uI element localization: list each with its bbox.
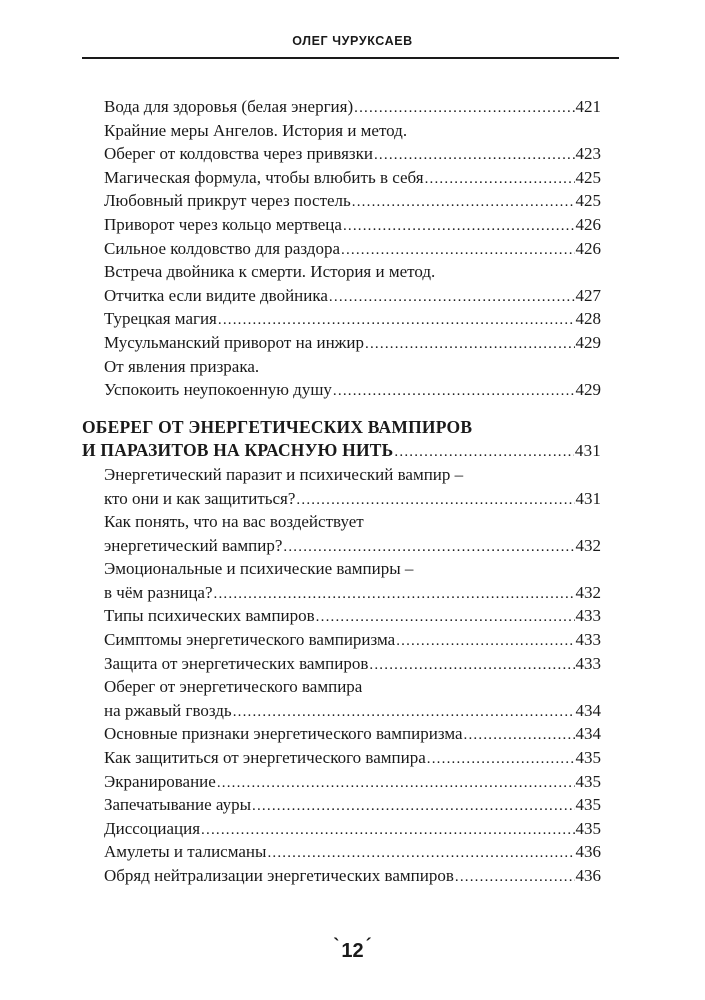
toc-entry-title: Основные признаки энергетического вампиризма	[104, 724, 463, 744]
toc-entry-title: Встреча двойника к смерти. История и метод.	[104, 262, 436, 282]
dot-leader	[296, 489, 574, 513]
toc-entry	[104, 534, 601, 558]
dot-leader	[267, 842, 574, 866]
toc-entry-title: Успокоить неупокоенную душу	[104, 380, 332, 400]
toc-entry-page: 425	[575, 191, 601, 211]
dot-leader	[369, 654, 574, 678]
toc-entry	[104, 378, 601, 402]
dot-leader	[214, 583, 575, 607]
toc-entry-page: 435	[575, 771, 601, 791]
dot-leader	[341, 239, 575, 263]
toc-entry	[104, 142, 601, 166]
toc-entry-title: Эмоциональные и психические вампиры –	[104, 559, 414, 579]
toc-entry-title: Обряд нейтрализации энергетических вампиров	[104, 866, 454, 885]
toc-entry-title: энергетический вампир?	[104, 535, 283, 555]
dot-leader	[374, 144, 575, 168]
toc-entry-page: 431	[575, 488, 601, 508]
header-rule	[82, 57, 619, 59]
toc-entry-page: 435	[575, 795, 601, 815]
dot-leader	[464, 724, 575, 748]
dot-leader	[427, 748, 575, 772]
toc-entry-title: Амулеты и талисманы	[104, 842, 267, 862]
footer-ornament-left: `	[333, 935, 340, 955]
toc-entry-title: Запечатывание ауры	[104, 795, 252, 815]
toc-entry	[104, 793, 601, 817]
dot-leader	[283, 536, 574, 560]
toc-entry-title: Магическая формула, чтобы влюбить в себя	[104, 167, 424, 187]
toc-entry	[104, 166, 601, 190]
toc-entry-page: 421	[575, 97, 601, 116]
page-number: 12	[341, 940, 364, 962]
toc-entry-title: Типы психических вампиров	[104, 606, 315, 626]
toc-entry	[104, 675, 601, 699]
toc-entry	[104, 581, 601, 605]
section-heading-line-2	[82, 439, 601, 463]
toc-entry-page: 435	[575, 818, 601, 838]
toc-entry-page: 433	[575, 630, 601, 650]
toc-entry	[104, 628, 601, 652]
dot-leader	[396, 630, 574, 654]
toc-entry	[104, 260, 601, 284]
toc-entry-page: 436	[575, 866, 601, 885]
toc-entry	[104, 864, 601, 888]
toc-entry-page: 434	[575, 724, 601, 744]
toc-entry-title: Приворот через кольцо мертвеца	[104, 214, 342, 234]
toc-entry-title: От явления призрака.	[104, 356, 260, 376]
toc-entry-page: 427	[575, 285, 601, 305]
dot-leader	[233, 701, 575, 725]
toc-entry-title: Мусульманский приворот на инжир	[104, 332, 365, 352]
toc-entry	[104, 237, 601, 261]
toc-entry-title: Оберег от колдовства через привязки	[104, 144, 373, 164]
toc-entry-page: 432	[575, 582, 601, 602]
toc-entry-page: 433	[575, 653, 601, 673]
toc-entry	[104, 699, 601, 723]
toc-entry-page: 426	[575, 214, 601, 234]
toc-entry-title: Как понять, что на вас воздействует	[104, 512, 364, 532]
dot-leader	[201, 819, 574, 843]
toc-entry	[104, 284, 601, 308]
dot-leader	[352, 191, 575, 215]
dot-leader	[252, 795, 574, 819]
toc-entry-page: 435	[575, 748, 601, 768]
toc-entry-title: в чём разница?	[104, 582, 213, 602]
toc-entry	[104, 652, 601, 676]
toc-entry-title: Диссоциация	[104, 818, 201, 838]
toc-entry	[104, 722, 601, 746]
toc-entry-title: Крайние меры Ангелов. История и метод.	[104, 120, 408, 140]
toc-entry-page: 436	[575, 842, 601, 862]
toc-entry	[104, 746, 601, 770]
toc-entry-title: Сильное колдовство для раздора	[104, 238, 340, 258]
toc-entry-page: 426	[575, 238, 601, 258]
toc-entry-title: Экранирование	[104, 771, 216, 791]
dot-leader	[394, 441, 573, 465]
page-number-footer	[0, 935, 705, 963]
dot-leader	[425, 168, 575, 192]
toc-entry	[104, 840, 601, 864]
toc-entry-page: 423	[575, 144, 601, 164]
toc-entry-page: 428	[575, 309, 601, 329]
toc-entry-page: 425	[575, 167, 601, 187]
toc-entry-title: кто они и как защититься?	[104, 488, 296, 508]
dot-leader	[333, 380, 575, 404]
section-heading-line-1	[82, 416, 601, 440]
toc-entry	[104, 331, 601, 355]
toc-entry-title: Симптомы энергетического вампиризма	[104, 630, 396, 650]
dot-leader	[218, 309, 575, 333]
toc-entry-title: Вода для здоровья (белая энергия)	[104, 97, 354, 116]
footer-ornament-right: ´	[365, 935, 372, 955]
toc-entry	[104, 189, 601, 213]
toc-entry	[104, 95, 601, 119]
toc-entry-title: Оберег от энергетического вампира	[104, 677, 363, 697]
toc-entry	[104, 463, 601, 487]
toc-entry-title: Защита от энергетических вампиров	[104, 653, 369, 673]
toc-entry	[104, 213, 601, 237]
toc-entry	[104, 817, 601, 841]
toc-entry-title: Отчитка если видите двойника	[104, 285, 328, 305]
toc-entry	[104, 770, 601, 794]
toc-entry-title: на ржавый гвоздь	[104, 700, 232, 720]
dot-leader	[343, 215, 575, 239]
toc-entry	[104, 119, 601, 143]
toc-entry	[104, 604, 601, 628]
toc-entry-title: Турецкая магия	[104, 309, 217, 329]
toc-entry-page: 429	[575, 332, 601, 352]
toc-entry	[104, 487, 601, 511]
section-heading-text: И ПАРАЗИТОВ НА КРАСНУЮ НИТЬ	[82, 440, 394, 461]
toc-entry	[104, 355, 601, 379]
dot-leader	[365, 333, 574, 357]
toc-entry	[104, 510, 601, 534]
toc-entry-title: Любовный прикрут через постель	[104, 191, 351, 211]
table-of-contents	[82, 95, 601, 888]
section-heading-text: ОБЕРЕГ ОТ ЭНЕРГЕТИЧЕСКИХ ВАМПИРОВ	[82, 416, 473, 437]
toc-entry-page: 434	[575, 700, 601, 720]
toc-entry-title: Энергетический паразит и психический вампир –	[104, 464, 464, 484]
toc-entry-page: 429	[575, 380, 601, 400]
dot-leader	[455, 866, 575, 890]
toc-entry-page: 432	[575, 535, 601, 555]
toc-entry	[104, 557, 601, 581]
toc-entry-title: Как защититься от энергетического вампира	[104, 748, 426, 768]
dot-leader	[217, 772, 575, 796]
dot-leader	[316, 606, 575, 630]
dot-leader	[354, 97, 574, 121]
dot-leader	[329, 286, 575, 310]
toc-entry	[104, 307, 601, 331]
section-heading-page: 431	[574, 441, 601, 461]
toc-entry-page: 433	[575, 606, 601, 626]
running-header-author: ОЛЕГ ЧУРУКСАЕВ	[292, 34, 413, 48]
